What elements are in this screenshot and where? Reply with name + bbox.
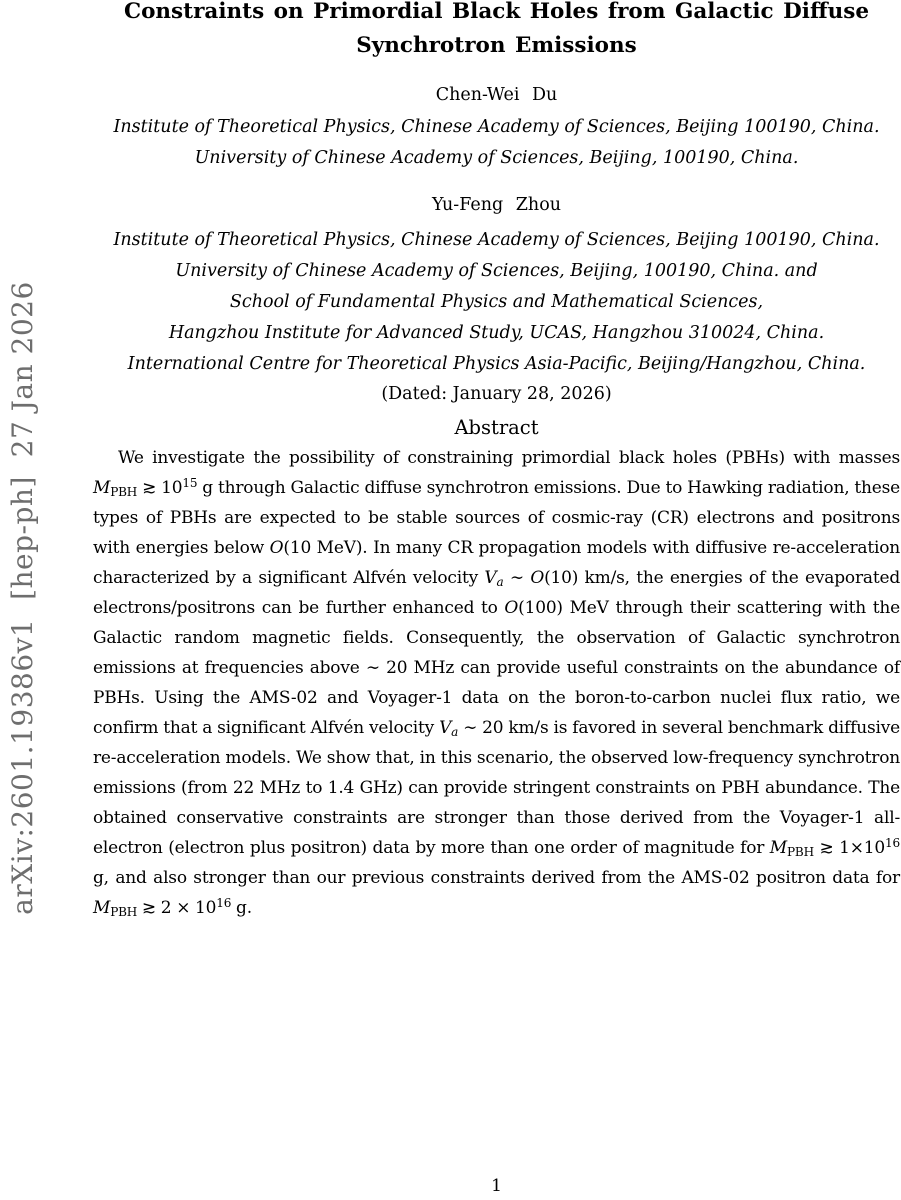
arxiv-watermark: arXiv:2601.19386v1 [hep-ph] 27 Jan 2026	[6, 281, 39, 915]
author-name-1: Chen-Wei Du	[435, 85, 558, 105]
affiliation-line: Institute of Theoretical Physics, Chinese Academy of Sciences, Beijing 100190, China.	[113, 230, 880, 250]
author-name-2: Yu-Feng Zhou	[431, 195, 562, 215]
affiliation-line: Institute of Theoretical Physics, Chinese Academy of Sciences, Beijing 100190, China.	[113, 117, 880, 137]
dateline: (Dated: January 28, 2026)	[381, 384, 612, 404]
affiliation-line: University of Chinese Academy of Sciences, Beijing, 100190, China.	[194, 148, 799, 168]
abstract-heading: Abstract	[454, 416, 539, 439]
affiliation-line: International Centre for Theoretical Physics Asia-Pacific, Beijing/Hangzhou, China.	[127, 354, 866, 374]
page-number: 1	[491, 1176, 502, 1196]
paper-title: Constraints on Primordial Black Holes from Galactic Diffuse Synchrotron Emissions	[123, 0, 870, 58]
author-2-affiliations	[93, 225, 900, 380]
paper-content	[93, 0, 900, 1200]
author-1-affiliations	[93, 112, 900, 174]
abstract-text: We investigate the possibility of constraining primordial black holes (PBHs) with masses MPBH ≳ $10^{15}$ g through Galactic diffuse synchrotron emissions. Due to Hawking radiation, these types of PBHs are expected to be stable sources of cosmic-ray (CR) electrons and positrons with energies below O(10 MeV). In many CR propagation models with diffusive re-acceleration characterized by a significant Alfvén velocity Va ∼ O(10) km/s, the energies of the evaporated electrons/positrons can be further enhanced to O(100) MeV through their scattering with the Galactic random magnetic fields. Consequently, the observation of Galactic synchrotron emissions at frequencies above ∼ 20 MHz can provide useful constraints on the abundance of PBHs. Using the AMS-02 and Voyager-1 data on the boron-to-carbon nuclei flux ratio, we confirm that a significant Alfvén velocity Va ∼ 20 km/s is favored in several benchmark diffusive re-acceleration models. We show that, in this scenario, the observed low-frequency synchrotron emissions (from 22 MHz to 1.4 GHz) can provide stringent constraints on PBH abundance. The obtained conservative constraints are stronger than those derived from the Voyager-1 all-electron (electron plus positron) data by more than one order of magnitude for MPBH ≳ $1\times 10^{16}$ g, and also stronger than our previous constraints derived from the AMS-02 positron data for MPBH ≳ $2 \times 10^{16}$ g.	[93, 448, 901, 919]
affiliation-line: University of Chinese Academy of Sciences, Beijing, 100190, China. and	[175, 261, 818, 281]
affiliation-line: Hangzhou Institute for Advanced Study, UCAS, Hangzhou 310024, China.	[168, 323, 825, 343]
affiliation-line: School of Fundamental Physics and Mathematical Sciences,	[229, 292, 764, 312]
